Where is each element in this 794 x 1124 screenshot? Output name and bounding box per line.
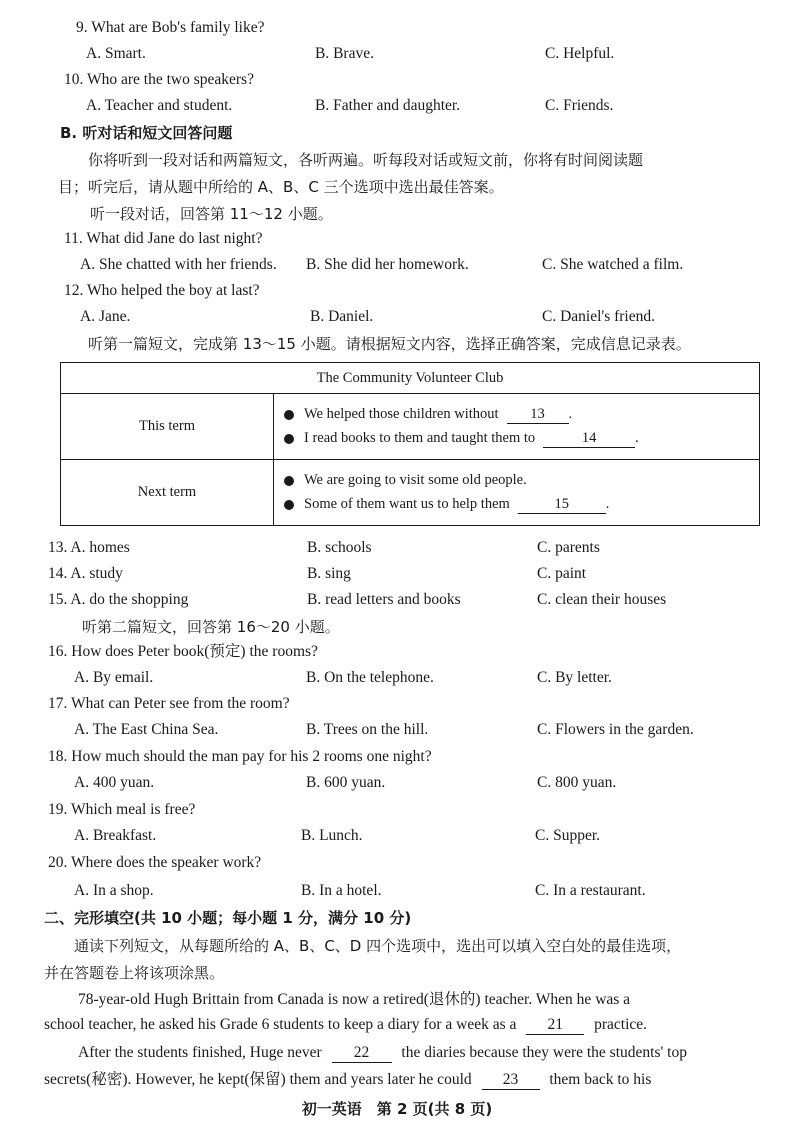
passage-line-3: After the students finished, Huge never 22 the diaries because they were the students' top: [78, 1044, 687, 1061]
table-title: The Community Volunteer Club: [61, 363, 760, 394]
question-13-options: [0, 538, 794, 558]
part-2-instruction-line2: 并在答题卷上将该项涂黑。: [44, 964, 225, 982]
option-a: 15. A. do the shopping: [48, 591, 189, 608]
option-b: B. read letters and books: [307, 591, 461, 608]
option-b: B. Father and daughter.: [315, 97, 461, 114]
option-c: C. In a restaurant.: [535, 882, 646, 899]
option-a: A. She chatted with her friends.: [80, 256, 277, 273]
bullet-icon: [284, 476, 294, 486]
option-b: B. sing: [307, 565, 351, 582]
question-10-options: [0, 96, 794, 116]
question-20-options: [0, 881, 794, 901]
passage-line-1: 78-year-old Hugh Brittain from Canada is now a retired(退休的) teacher. When he was a: [78, 991, 631, 1008]
question-19-stem: 19. Which meal is free?: [48, 801, 196, 818]
question-10-stem: 10. Who are the two speakers?: [64, 71, 254, 88]
option-b: B. On the telephone.: [306, 669, 434, 686]
question-11-options: [0, 255, 794, 275]
question-15-options: [0, 590, 794, 610]
question-12-options: [0, 307, 794, 327]
option-c: C. paint: [537, 565, 587, 582]
bullet-item: We are going to visit some old people.: [284, 469, 759, 493]
option-c: C. She watched a film.: [542, 256, 684, 273]
passage-line-4: secrets(秘密). However, he kept(保留) them and years later he could 23 them back to his: [44, 1071, 652, 1088]
option-c: C. 800 yuan.: [537, 774, 617, 791]
row-label-next-term: Next term: [61, 460, 274, 526]
option-a: A. In a shop.: [74, 882, 154, 899]
option-c: C. parents: [537, 539, 600, 556]
blank-15: 15: [518, 495, 606, 514]
question-18-stem: 18. How much should the man pay for his 2 rooms one night?: [48, 748, 432, 765]
part-2-instruction-line1: 通读下列短文，从每题所给的 A、B、C、D 四个选项中，选出可以填入空白处的最佳选项，: [74, 937, 682, 955]
option-c: C. Supper.: [535, 827, 601, 844]
option-b: B. She did her homework.: [306, 256, 469, 273]
option-b: B. Trees on the hill.: [306, 721, 429, 738]
section-b-intro-line1: 你将听到一段对话和两篇短文，各听两遍。听每段对话或短文前，你将有时间阅读题: [88, 151, 644, 169]
option-b: B. schools: [307, 539, 372, 556]
bullet-icon: [284, 410, 294, 420]
bullet-item: Some of them want us to help them 15 .: [284, 493, 759, 517]
option-c: C. clean their houses: [537, 591, 667, 608]
blank-22: 22: [332, 1044, 392, 1063]
option-b: B. Brave.: [315, 45, 374, 62]
passage-1-instruction: 听第一篇短文，完成第 13～15 小题。请根据短文内容，选择正确答案，完成信息记录表。: [88, 335, 691, 353]
option-b: B. 600 yuan.: [306, 774, 386, 791]
passage-2-instruction: 听第二篇短文，回答第 16～20 小题。: [82, 618, 340, 636]
option-a: A. 400 yuan.: [74, 774, 155, 791]
option-a: 14. A. study: [48, 565, 123, 582]
option-b: B. Daniel.: [310, 308, 374, 325]
section-b-intro-line2: 目；听完后，请从题中所给的 A、B、C 三个选项中选出最佳答案。: [58, 178, 504, 196]
question-9-options: [0, 44, 794, 64]
question-20-stem: 20. Where does the speaker work?: [48, 854, 262, 871]
option-a: A. Teacher and student.: [86, 97, 233, 114]
bullet-item: We helped those children without 13 .: [284, 403, 759, 427]
volunteer-record-table: [60, 362, 760, 526]
row-this-term-content: [274, 394, 760, 460]
page-footer: 初一英语 第 2 页(共 8 页): [301, 1100, 493, 1118]
option-a: A. Smart.: [86, 45, 146, 62]
section-b-title: B. 听对话和短文回答问题: [60, 124, 233, 142]
option-b: B. In a hotel.: [301, 882, 382, 899]
bullet-icon: [284, 500, 294, 510]
question-12-stem: 12. Who helped the boy at last?: [64, 282, 260, 299]
question-14-options: [0, 564, 794, 584]
question-18-options: [0, 773, 794, 793]
option-c: C. By letter.: [537, 669, 612, 686]
option-a: 13. A. homes: [48, 539, 130, 556]
bullet-item: I read books to them and taught them to 14 .: [284, 427, 759, 451]
question-16-options: [0, 668, 794, 688]
question-17-options: [0, 720, 794, 740]
option-c: C. Helpful.: [545, 45, 615, 62]
row-next-term-content: [274, 460, 760, 526]
option-a: A. Breakfast.: [74, 827, 157, 844]
question-16-stem: 16. How does Peter book(预定) the rooms?: [48, 643, 318, 660]
option-a: A. The East China Sea.: [74, 721, 219, 738]
dialog-instruction: 听一段对话，回答第 11～12 小题。: [90, 205, 333, 223]
part-2-heading: 二、完形填空(共 10 小题；每小题 1 分，满分 10 分): [44, 909, 412, 927]
question-11-stem: 11. What did Jane do last night?: [64, 230, 263, 247]
option-a: A. Jane.: [80, 308, 131, 325]
question-17-stem: 17. What can Peter see from the room?: [48, 695, 290, 712]
blank-14: 14: [543, 429, 635, 448]
blank-23: 23: [482, 1071, 540, 1090]
option-c: C. Daniel's friend.: [542, 308, 655, 325]
row-label-this-term: This term: [61, 394, 274, 460]
question-9-stem: 9. What are Bob's family like?: [76, 19, 265, 36]
blank-13: 13: [507, 405, 569, 424]
bullet-icon: [284, 434, 294, 444]
option-a: A. By email.: [74, 669, 154, 686]
option-b: B. Lunch.: [301, 827, 363, 844]
passage-line-2: school teacher, he asked his Grade 6 students to keep a diary for a week as a 21 practice.: [44, 1016, 648, 1033]
blank-21: 21: [526, 1016, 584, 1035]
option-c: C. Friends.: [545, 97, 614, 114]
option-c: C. Flowers in the garden.: [537, 721, 694, 738]
question-19-options: [0, 826, 794, 846]
